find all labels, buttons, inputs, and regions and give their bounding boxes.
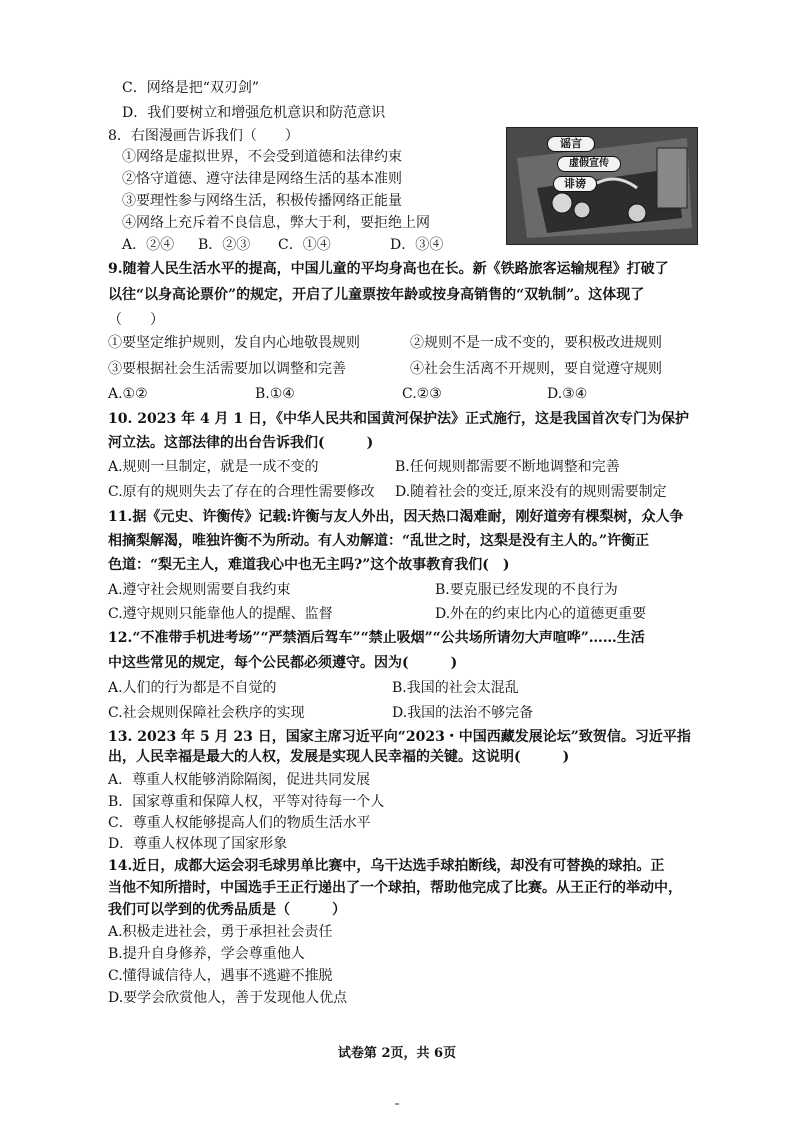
- q14-stem-line3: 我们可以学到的优秀品质是（ ）: [108, 902, 346, 918]
- q8-option-c: C．①④: [278, 237, 331, 253]
- q11-option-b: B.要克服已经发现的不良行为: [435, 582, 618, 598]
- q8-stem: 8．右图漫画告诉我们（ ）: [108, 128, 299, 144]
- q8-statement-3: ③要理性参与网络生活，积极传播网络正能量: [122, 193, 402, 209]
- q10-option-c: C.原有的规则失去了存在的合理性需要修改: [108, 484, 375, 500]
- q10-option-b: B.任何规则都需要不断地调整和完善: [395, 459, 620, 475]
- q9-option-d: D.③④: [547, 386, 588, 402]
- q13-option-c: C．尊重人权能够提高人们的物质生活水平: [108, 815, 371, 831]
- q12-option-b: B.我国的社会太混乱: [392, 680, 519, 696]
- q13-stem-line1: 13. 2023 年 5 月 23 日，国家主席习近平向“2023・中国西藏发展论坛”致贺信。习近平指: [108, 729, 691, 745]
- q9-option-a: A.①②: [108, 386, 148, 402]
- q10-stem-line1: 10. 2023 年 4 月 1 日，《中华人民共和国黄河保护法》正式施行，这是我国首次专门为保护: [108, 411, 690, 427]
- q12-stem-line2: 中这些常见的规定，每个公民都必须遵守。因为( ): [108, 655, 458, 671]
- q9-option-c: C.②③: [402, 386, 442, 402]
- q12-option-a: A.人们的行为都是不自觉的: [108, 680, 277, 696]
- q11-stem-line2: 相摘梨解渴，唯独许衡不为所动。有人劝解道：“乱世之时，这梨是没有主人的。”许衡正: [108, 533, 650, 549]
- q9-statement-1: ①要坚定维护规则，发自内心地敬畏规则: [108, 335, 360, 351]
- cartoon-bubble-rumor: 谣言: [547, 136, 595, 152]
- q9-stem-line2: 以往“以身高论票价”的规定，开启了儿童票按年龄或按身高销售的“双轨制”。这体现了: [108, 287, 645, 303]
- q7-option-c: C．网络是把“双刃剑”: [122, 80, 260, 96]
- q9-blank: （ ）: [108, 312, 164, 328]
- q10-option-a: A.规则一旦制定，就是一成不变的: [108, 459, 319, 475]
- cartoon-bubble-slander: 诽谤: [553, 176, 597, 192]
- scan-mark: [395, 1103, 399, 1105]
- q8-option-d: D．③④: [390, 237, 444, 253]
- q11-option-d: D.外在的约束比内心的道德更重要: [435, 606, 647, 622]
- q11-option-c: C.遵守规则只能靠他人的提醒、监督: [108, 606, 333, 622]
- cartoon-drawing: [507, 128, 697, 244]
- q13-option-b: B．国家尊重和保障人权，平等对待每一个人: [108, 794, 385, 810]
- q13-option-d: D．尊重人权体现了国家形象: [108, 836, 288, 852]
- q9-statement-3: ③要根据社会生活需要加以调整和完善: [108, 361, 346, 377]
- q13-option-a: A．尊重人权能够消除隔阂，促进共同发展: [108, 772, 371, 788]
- q8-option-b: B．②③: [198, 237, 251, 253]
- q10-option-d: D.随着社会的变迁,原来没有的规则需要制定: [395, 484, 667, 500]
- q13-stem-line2: 出，人民幸福是最大的人权，发展是实现人民幸福的关键。这说明( ): [108, 749, 570, 765]
- q11-option-a: A.遵守社会规则需要自我约束: [108, 582, 291, 598]
- cartoon-image: [506, 127, 698, 245]
- q14-stem-line2: 当他不知所措时，中国选手王正行递出了一个球拍，帮助他完成了比赛。从王正行的举动中，: [108, 880, 682, 896]
- q9-option-b: B.①④: [255, 386, 295, 402]
- page-footer: 试卷第 2页，共 6页: [337, 1046, 457, 1061]
- q12-option-c: C.社会规则保障社会秩序的实现: [108, 705, 305, 721]
- q11-stem-line1: 11.据《元史、许衡传》记载:许衡与友人外出，因天热口渴难耐，刚好道旁有棵梨树，众人争: [108, 509, 684, 525]
- q11-stem-line3: 色道：“梨无主人，难道我心中也无主吗?”这个故事教育我们( ): [108, 557, 510, 573]
- q7-option-d: D．我们要树立和增强危机意识和防范意识: [122, 105, 386, 121]
- q14-option-b: B.提升自身修养，学会尊重他人: [108, 946, 305, 962]
- q9-statement-4: ④社会生活离不开规则，要自觉遵守规则: [410, 361, 662, 377]
- q14-option-d: D.要学会欣赏他人，善于发现他人优点: [108, 990, 348, 1006]
- q14-option-a: A.积极走进社会，勇于承担社会责任: [108, 924, 333, 940]
- cartoon-bubble-false-ad: 虚假宣传: [557, 156, 621, 172]
- q8-statement-4: ④网络上充斥着不良信息，弊大于利，要拒绝上网: [122, 215, 430, 231]
- q9-stem-line1: 9.随着人民生活水平的提高，中国儿童的平均身高也在长。新《铁路旅客运输规程》打破了: [108, 261, 669, 277]
- q10-stem-line2: 河立法。这部法律的出台告诉我们( ): [108, 435, 374, 451]
- q12-option-d: D.我国的法治不够完备: [392, 705, 534, 721]
- q14-stem-line1: 14.近日，成都大运会羽毛球男单比赛中，乌干达选手球拍断线，却没有可替换的球拍。正: [108, 858, 665, 874]
- q8-statement-1: ①网络是虚拟世界，不会受到道德和法律约束: [122, 149, 402, 165]
- q14-option-c: C.懂得诚信待人，遇事不逃避不推脱: [108, 968, 333, 984]
- q8-option-a: A．②④: [122, 237, 175, 253]
- q8-statement-2: ②恪守道德、遵守法律是网络生活的基本准则: [122, 171, 402, 187]
- q12-stem-line1: 12.“不准带手机进考场”“严禁酒后驾车”“禁止吸烟”“公共场所请勿大声喧哗”……生活: [108, 630, 645, 646]
- q9-statement-2: ②规则不是一成不变的，要积极改进规则: [410, 335, 662, 351]
